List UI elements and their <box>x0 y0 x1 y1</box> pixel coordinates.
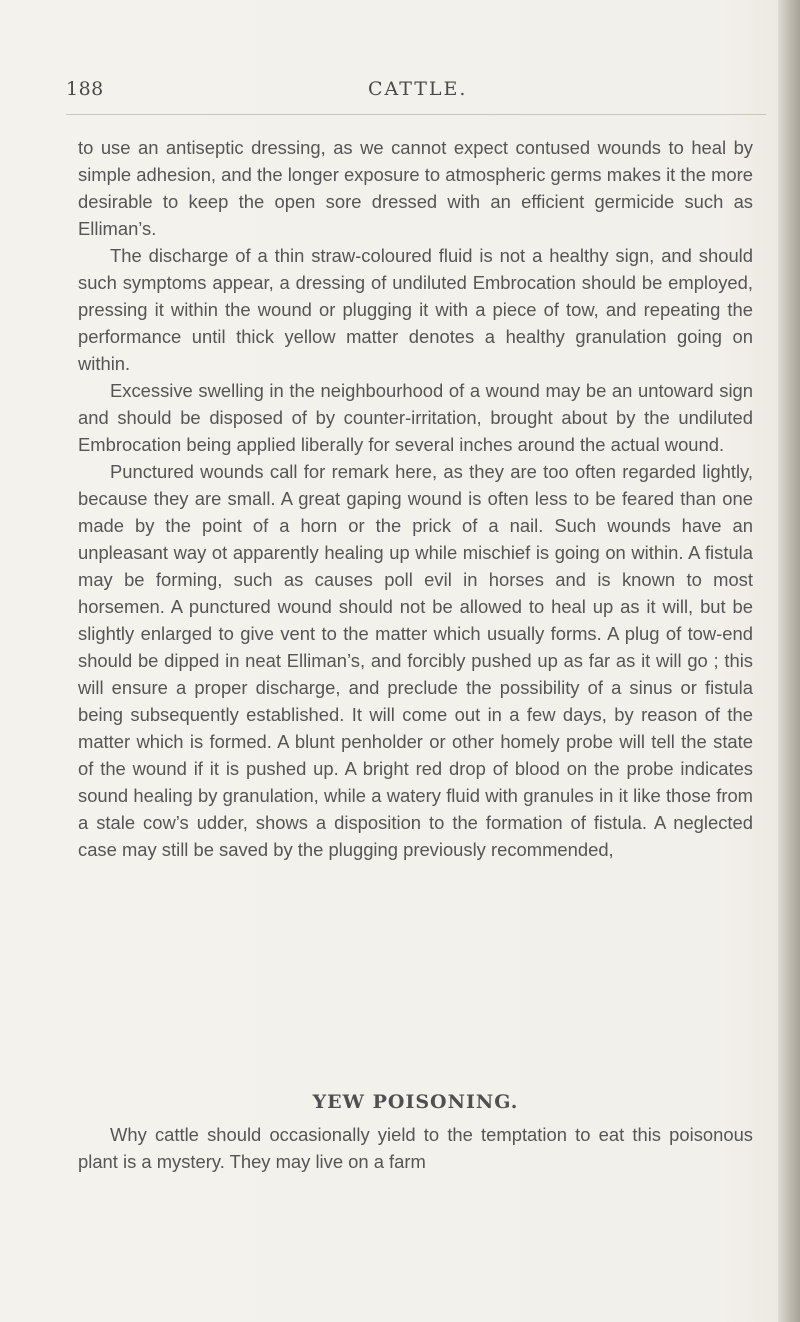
header-rule <box>66 114 766 115</box>
running-head: CATTLE. <box>368 78 468 100</box>
page-edge-shadow <box>778 0 800 1322</box>
page-header <box>66 78 766 108</box>
page-number: 188 <box>66 78 104 100</box>
body-text <box>78 134 753 863</box>
section-body <box>78 1121 753 1175</box>
paragraph: Excessive swelling in the neighbourhood of a wound may be an untoward sign and should be disposed of by counter-irritation, brought about by the undiluted Embrocation being applied liberally for several inches around the actual wound. <box>78 380 753 455</box>
paragraph: The discharge of a thin straw-coloured fluid is not a healthy sign, and should such symptoms appear, a dressing of undiluted Embrocation should be employed, pressing it within the wound or plugging it with a piece of tow, and repeating the performance until thick yellow matter denotes a healthy granulation going on within. <box>78 245 753 374</box>
paragraph: to use an antiseptic dressing, as we cannot expect contused wounds to heal by simple adhesion, and the longer exposure to atmospheric germs makes it the more desirable to keep the open sore dressed with an efficient germicide such as Elliman’s. <box>78 137 753 239</box>
paragraph: Why cattle should occasionally yield to the temptation to eat this poisonous plant is a mystery. They may live on a farm <box>78 1124 753 1172</box>
paragraph: Punctured wounds call for remark here, as they are too often regarded lightly, because they are small. A great gaping wound is often less to be feared than one made by the point of a horn or the prick of a nail. Such wounds have an unpleasant way ot apparently healing up while mischief is going on within. A fistula may be forming, such as causes poll evil in horses and is known to most horsemen. A punctured wound should not be allowed to heal up as it will, but be slightly enlarged to give vent to the matter which usually forms. A plug of tow-end should be dipped in neat Elliman’s, and forcibly pushed up as far as it will go ; this will ensure a proper discharge, and preclude the possibility of a sinus or fistula being subsequently established. It will come out in a few days, by reason of the matter which is formed. A blunt penholder or other homely probe will tell the state of the wound if it is pushed up. A bright red drop of blood on the probe indicates sound healing by granulation, while a watery fluid with granules in it like those from a stale cow’s udder, shows a disposition to the formation of fistula. A neglected case may still be saved by the plugging previously recommended, <box>78 461 753 860</box>
section-heading: YEW POISONING. <box>312 1091 519 1113</box>
